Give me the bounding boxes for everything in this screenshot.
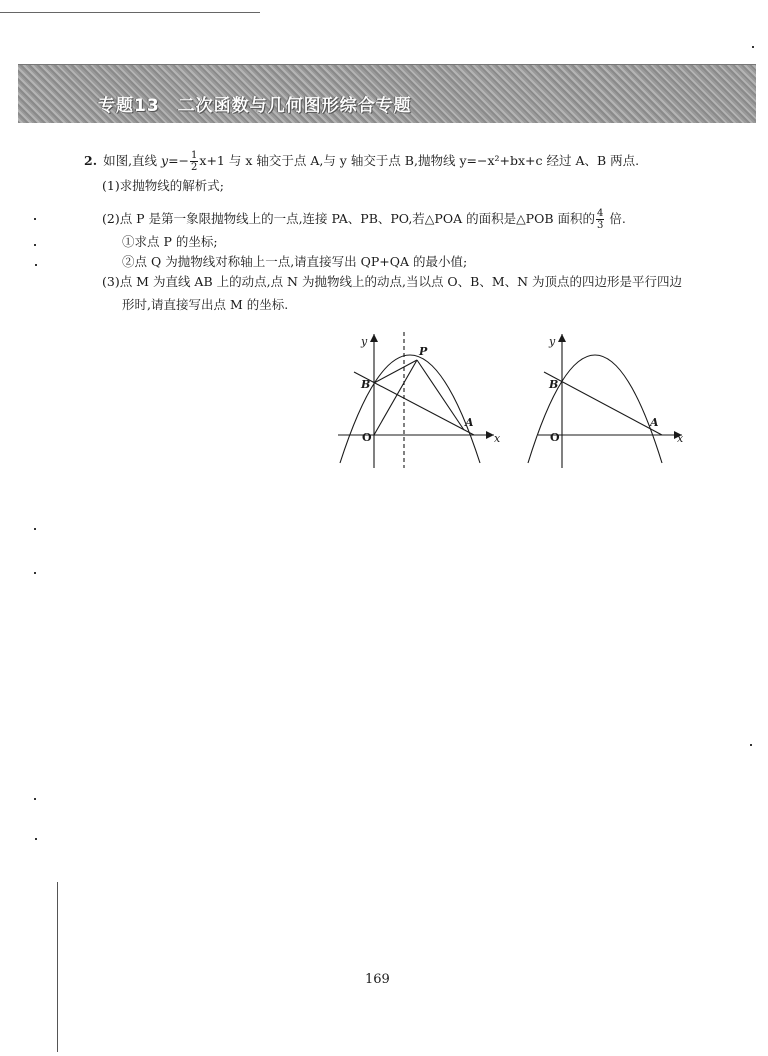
scan-speck [34, 244, 36, 246]
scan-speck [34, 218, 36, 220]
scan-speck [34, 572, 36, 574]
part-3-text: (3)点 M 为直线 AB 上的动点,点 N 为抛物线上的动点,当以点 O、B、M、N 为顶点的四边形是平行四边 [102, 274, 683, 289]
fig2-origin-label: O [550, 431, 560, 444]
parabola [528, 355, 662, 463]
fig1-x-label: x [494, 432, 501, 445]
part-3-text-cont: 形时,请直接写出点 M 的坐标. [122, 297, 289, 312]
top-edge-line [0, 12, 260, 13]
segment-pa [417, 360, 464, 430]
scan-speck [752, 46, 754, 48]
fig2-y-label: y [549, 335, 556, 348]
fraction-one-half: $\frac{1}{2}$ [191, 150, 198, 173]
scan-speck [35, 264, 37, 266]
figure-1 [332, 328, 512, 478]
fig1-point-p-label: P [419, 345, 428, 358]
part-1-text: (1)求抛物线的解析式; [102, 178, 224, 193]
x-axis-arrow [486, 431, 494, 439]
figure-2 [522, 328, 692, 478]
fig1-point-b-label: B [361, 378, 371, 391]
part-2-sub-1: ①求点 P 的坐标; [122, 234, 218, 249]
scan-speck [35, 838, 37, 840]
line-ab [354, 372, 474, 435]
problem-statement: 2. 如图,直线 y=− $\frac{1}{2}$ x+1 与 x 轴交于点 A,与 y 轴交于点 B,抛物线 y=−x²+bx+c 经过 A、B 两点. [84, 150, 640, 173]
fig2-point-a-label: A [650, 416, 659, 429]
problem-number: 2. [84, 153, 98, 168]
chapter-title: 专题13 二次函数与几何图形综合专题 [98, 96, 412, 116]
y-axis-arrow [558, 334, 566, 342]
fig1-origin-label: O [362, 431, 372, 444]
scan-speck [34, 528, 36, 530]
scan-speck [34, 798, 36, 800]
chapter-banner [18, 64, 756, 123]
fig2-point-b-label: B [549, 378, 559, 391]
y-axis-arrow [370, 334, 378, 342]
scan-speck [750, 744, 752, 746]
fraction-four-thirds: $\frac{4}{3}$ [597, 208, 604, 231]
fig1-point-a-label: A [465, 416, 474, 429]
fig1-y-label: y [361, 335, 368, 348]
part-2-text: (2)点 P 是第一象限抛物线上的一点,连接 PA、PB、PO,若△POA 的面积是△POB 面积的 $\frac{4}{3}$ 倍. [102, 208, 626, 231]
page-number: 169 [365, 972, 390, 987]
part-2-sub-2: ②点 Q 为抛物线对称轴上一点,请直接写出 QP+QA 的最小值; [122, 254, 468, 269]
fig2-x-label: x [677, 432, 684, 445]
left-margin-line [57, 882, 58, 1052]
